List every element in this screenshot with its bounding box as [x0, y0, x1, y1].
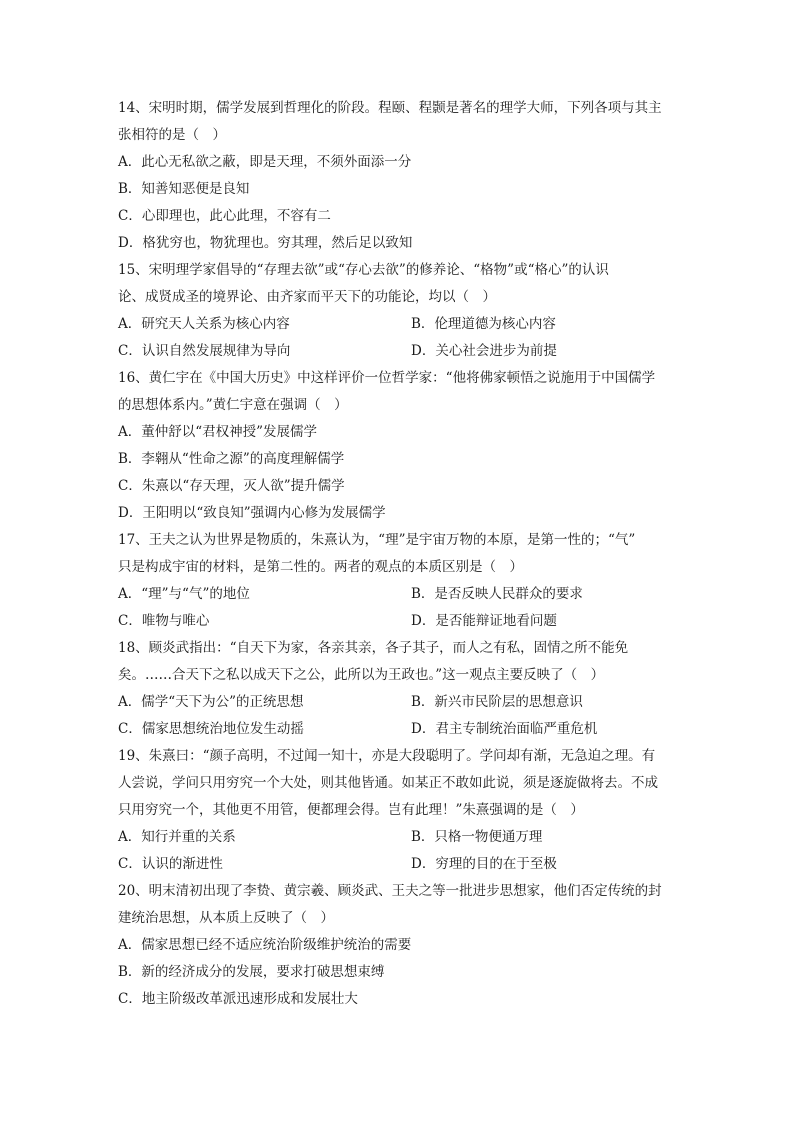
option-b: B．新兴市民阶层的思想意识 — [411, 694, 583, 710]
option-b: B．新的经济成分的发展，要求打破思想束缚 — [118, 964, 385, 980]
option-b: B．只格一物便通万理 — [411, 829, 543, 845]
option-row — [118, 581, 678, 608]
option-d: D．君主专制统治面临严重危机 — [411, 721, 598, 737]
option-b: B．伦理道德为核心内容 — [411, 316, 556, 332]
option-row — [118, 608, 678, 635]
option-row — [118, 338, 678, 365]
option-a: A．研究天人关系为核心内容 — [118, 316, 290, 332]
question-stem: 只是构成宇宙的材料，是第二性的。两者的观点的本质区别是（ ） — [118, 559, 523, 575]
option-row — [118, 851, 678, 878]
question-stem: 14、宋明时期，儒学发展到哲理化的阶段。程颐、程颢是著名的理学大师，下列各项与其主 — [118, 100, 662, 116]
question-stem: 人尝说，学问只用穷究一个大处，则其他皆通。如某正不敢如此说，须是逐旋做将去。不成 — [118, 775, 658, 791]
option-c: C．地主阶级改革派迅速形成和发展壮大 — [118, 991, 358, 1007]
option-d: D．格犹穷也，物犹理也。穷其理，然后足以致知 — [118, 235, 413, 251]
option-c: C．心即理也，此心此理，不容有二 — [118, 208, 331, 224]
question-stem: 建统治思想，从本质上反映了（ ） — [118, 910, 334, 926]
option-c: C．认识自然发展规律为导向 — [118, 343, 291, 359]
option-d: D．王阳明以“致良知”强调内心修为发展儒学 — [118, 505, 386, 521]
question-20 — [118, 878, 678, 1013]
question-list — [118, 95, 678, 1013]
question-stem: 16、黄仁宇在《中国大历史》中这样评价一位哲学家：“他将佛家顿悟之说施用于中国儒学 — [118, 370, 656, 386]
option-d: D．是否能辩证地看问题 — [411, 613, 557, 629]
question-19 — [118, 743, 678, 878]
option-b: B．是否反映人民群众的要求 — [411, 586, 583, 602]
option-a: A．知行并重的关系 — [118, 829, 236, 845]
option-c: C．唯物与唯心 — [118, 613, 210, 629]
question-stem: 的思想体系内。”黄仁宇意在强调（ ） — [118, 397, 348, 413]
question-stem: 只用穷究一个，其他更不用管，便都理会得。岂有此理！”朱熹强调的是（ ） — [118, 802, 584, 818]
question-18 — [118, 635, 678, 743]
option-c: C．认识的渐进性 — [118, 856, 223, 872]
question-stem: 矣。……合天下之私以成天下之公，此所以为王政也。”这一观点主要反映了（ ） — [118, 667, 605, 683]
option-d: D．关心社会进步为前提 — [411, 343, 557, 359]
question-stem: 17、王夫之认为世界是物质的，朱熹认为，“理”是宇宙万物的本原，是第一性的；“气” — [118, 532, 636, 548]
option-b: B．知善知恶便是良知 — [118, 181, 250, 197]
option-a: A．儒学“天下为公”的正统思想 — [118, 694, 304, 710]
option-row — [118, 311, 678, 338]
option-a: A．董仲舒以“君权神授”发展儒学 — [118, 424, 318, 440]
question-17 — [118, 527, 678, 635]
option-row — [118, 716, 678, 743]
question-stem: 19、朱熹曰：“颜子高明，不过闻一知十，亦是大段聪明了。学问却有渐，无急迫之理。有 — [118, 748, 656, 764]
option-d: D．穷理的目的在于至极 — [411, 856, 557, 872]
question-14 — [118, 95, 678, 257]
option-b: B．李翱从“性命之源”的高度理解儒学 — [118, 451, 345, 467]
question-15 — [118, 257, 678, 365]
option-a: A．“理”与“气”的地位 — [118, 586, 250, 602]
option-a: A．此心无私欲之蔽，即是天理，不须外面添一分 — [118, 154, 412, 170]
option-c: C．儒家思想统治地位发生动摇 — [118, 721, 304, 737]
question-stem: 15、宋明理学家倡导的“存理去欲”或“存心去欲”的修养论、“格物”或“格心”的认识 — [118, 262, 609, 278]
option-row — [118, 824, 678, 851]
option-c: C．朱熹以“存天理，灭人欲”提升儒学 — [118, 478, 345, 494]
question-stem: 20、明末清初出现了李贽、黄宗羲、顾炎武、王夫之等一批进步思想家，他们否定传统的封 — [118, 883, 662, 899]
option-a: A．儒家思想已经不适应统治阶级维护统治的需要 — [118, 937, 412, 953]
option-row — [118, 689, 678, 716]
question-stem: 18、顾炎武指出：“自天下为家，各亲其亲，各子其子，而人之有私，固情之所不能免 — [118, 640, 629, 656]
question-stem: 论、成贤成圣的境界论、由齐家而平天下的功能论，均以（ ） — [118, 289, 496, 305]
question-stem: 张相符的是（ ） — [118, 127, 226, 143]
question-16 — [118, 365, 678, 527]
